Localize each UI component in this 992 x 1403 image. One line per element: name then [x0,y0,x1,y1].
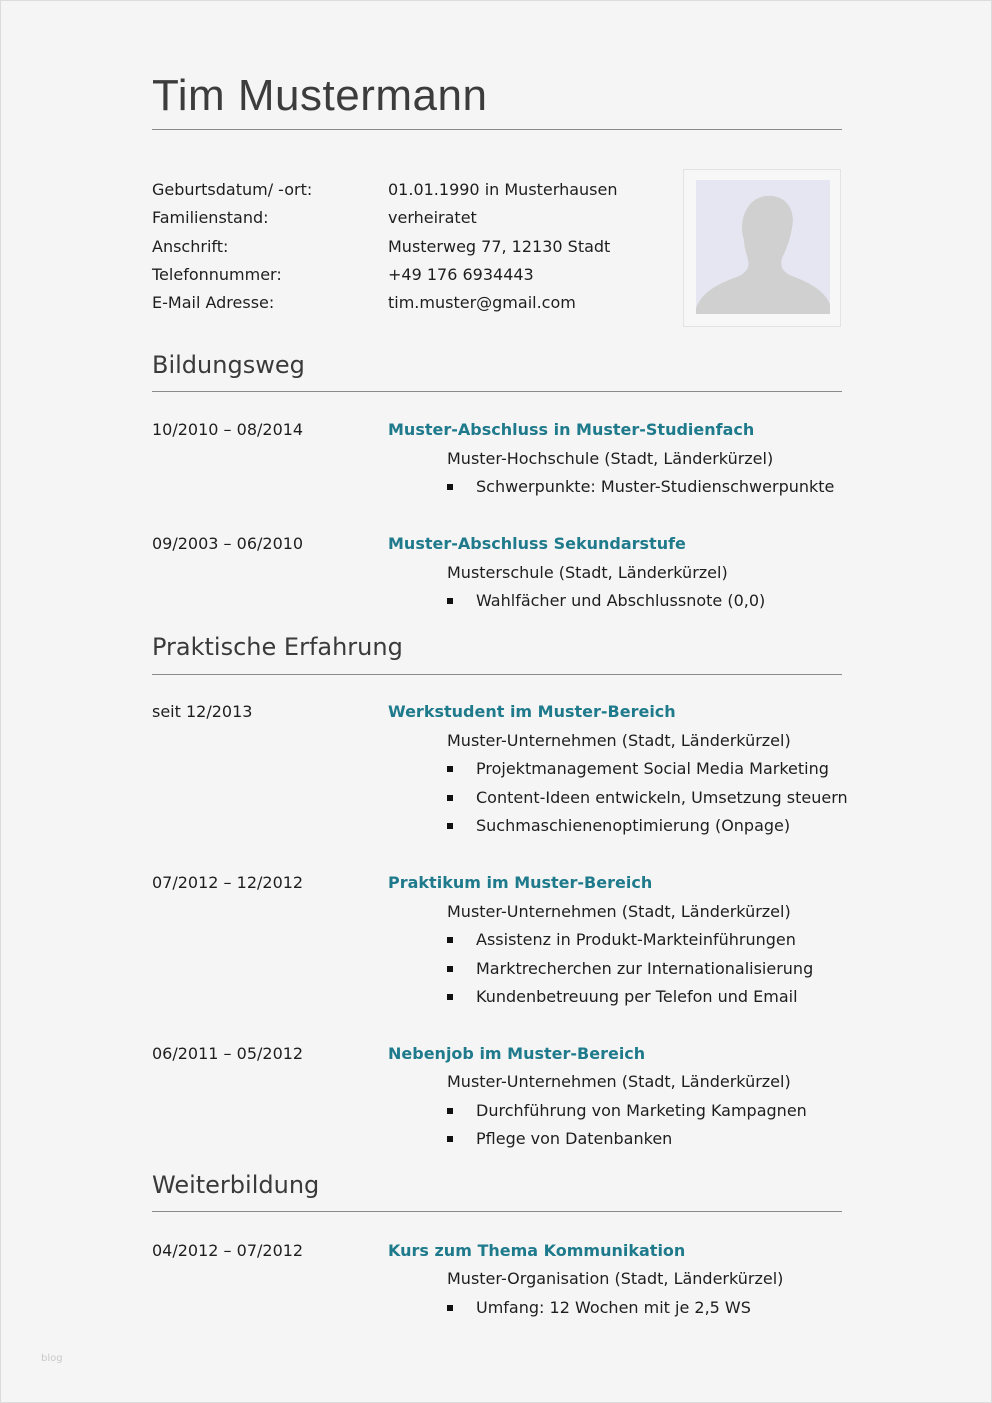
info-value: tim.muster@gmail.com [388,293,576,312]
entry-institution: Musterschule (Stadt, Länderkürzel) [447,563,728,582]
bullet-text: Umfang: 12 Wochen mit je 2,5 WS [476,1298,751,1317]
entry-date: 07/2012 – 12/2012 [152,873,304,892]
section-divider [152,674,842,675]
info-label: Familienstand: [152,208,269,227]
bullet-text: Pflege von Datenbanken [476,1129,673,1148]
watermark: blog [41,1353,63,1364]
info-value: 01.01.1990 in Musterhausen [388,180,618,199]
person-name: Tim Mustermann [152,71,488,120]
section-divider [152,391,842,392]
bullet-text: Assistenz in Produkt-Markteinführungen [476,930,796,949]
bullet-text: Durchführung von Marketing Kampagnen [476,1101,807,1120]
info-value: verheiratet [388,208,477,227]
info-label: Anschrift: [152,237,229,256]
info-label: Telefonnummer: [152,265,282,284]
bullet-text: Content-Ideen entwickeln, Umsetzung steuern [476,788,848,807]
bullet-square-icon [447,484,453,490]
bullet-text: Marktrecherchen zur Internationalisierung [476,959,814,978]
bullet-text: Schwerpunkte: Muster-Studienschwerpunkte [476,477,835,496]
entry-institution: Muster-Hochschule (Stadt, Länderkürzel) [447,449,774,468]
section-title-bildungsweg: Bildungsweg [152,351,305,379]
bullet-text: Suchmaschienenoptimierung (Onpage) [476,816,791,835]
entry-title: Muster-Abschluss Sekundarstufe [388,534,686,553]
info-label: E-Mail Adresse: [152,293,275,312]
info-value: +49 176 6934443 [388,265,534,284]
bullet-text: Wahlfächer und Abschlussnote (0,0) [476,591,766,610]
bullet-square-icon [447,1136,453,1142]
entry-title: Kurs zum Thema Kommunikation [388,1241,686,1260]
entry-title: Nebenjob im Muster-Bereich [388,1044,646,1063]
entry-institution: Muster-Organisation (Stadt, Länderkürzel) [447,1269,784,1288]
bullet-text: Projektmanagement Social Media Marketing [476,759,829,778]
bullet-square-icon [447,598,453,604]
bullet-square-icon [447,823,453,829]
info-label: Geburtsdatum/ -ort: [152,180,313,199]
entry-institution: Muster-Unternehmen (Stadt, Länderkürzel) [447,902,791,921]
bullet-square-icon [447,1305,453,1311]
section-divider [152,1211,842,1212]
entry-date: 04/2012 – 07/2012 [152,1241,304,1260]
bullet-square-icon [447,994,453,1000]
bullet-square-icon [447,1108,453,1114]
entry-date: seit 12/2013 [152,702,253,721]
info-value: Musterweg 77, 12130 Stadt [388,237,611,256]
entry-title: Muster-Abschluss in Muster-Studienfach [388,420,755,439]
entry-institution: Muster-Unternehmen (Stadt, Länderkürzel) [447,731,791,750]
profile-photo [683,169,841,327]
bullet-square-icon [447,937,453,943]
entry-institution: Muster-Unternehmen (Stadt, Länderkürzel) [447,1072,791,1091]
person-silhouette-icon [696,180,830,314]
bullet-text: Kundenbetreuung per Telefon und Email [476,987,798,1006]
entry-date: 06/2011 – 05/2012 [152,1044,304,1063]
bullet-square-icon [447,766,453,772]
entry-title: Werkstudent im Muster-Bereich [388,702,676,721]
bullet-square-icon [447,966,453,972]
entry-date: 09/2003 – 06/2010 [152,534,304,553]
entry-title: Praktikum im Muster-Bereich [388,873,653,892]
section-title-weiterbildung: Weiterbildung [152,1171,320,1199]
bullet-square-icon [447,795,453,801]
name-underline [152,129,842,130]
entry-date: 10/2010 – 08/2014 [152,420,304,439]
section-title-praktische-erfahrung: Praktische Erfahrung [152,633,403,661]
